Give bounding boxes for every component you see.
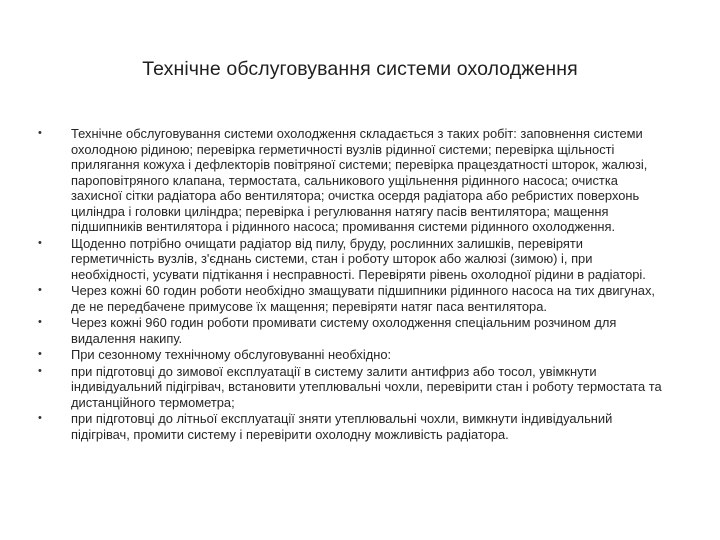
list-item-text: При сезонному технічному обслуговуванні необхідно: [71, 347, 392, 362]
list-item [38, 236, 668, 283]
list-item [38, 126, 668, 235]
list-item [38, 364, 668, 411]
slide-title: Технічне обслуговування системи охолодження [142, 58, 578, 80]
bullet-icon: • [38, 412, 42, 424]
list-item-text: Щоденно потрібно очищати радіатор від пилу, бруду, рослинних залишків, перевіряти герметичність вузлів, з'єднань системи, стан і роботу шторок або жалюзі (зимою) і, при необхідності, усувати підтікання і несправності. Перевіряти рівень охолодної рідини в радіаторі. [71, 235, 646, 282]
list-item-text: при підготовці до зимової експлуатації в систему залити антифриз або тосол, увімкнути індивідуальний підігрівач, встановити утеплювальні чохли, перевірити стан і роботу термостата та дистанційного термометра; [71, 363, 662, 410]
bullet-icon: • [38, 348, 42, 360]
bullet-icon: • [38, 284, 42, 296]
bullet-list [38, 126, 668, 442]
bullet-icon: • [38, 364, 42, 377]
list-item [38, 411, 668, 442]
list-item [38, 315, 668, 346]
list-item-text: Через кожні 960 годин роботи промивати систему охолодження спеціальним розчином для видалення накипу. [71, 315, 617, 346]
list-item [38, 283, 668, 314]
list-item-text: Через кожні 60 годин роботи необхідно змащувати підшипники рідинного насоса на тих двигунах, де не передбачене примусове їх мащення; перевіряти натяг паса вентилятора. [71, 283, 656, 314]
list-item-text: Технічне обслуговування системи охолодження складається з таких робіт: заповнення системи охолодною рідиною; перевірка герметичності вузлів рідинної системи; перевірка щільності прилягання кожуха і дефлекторів повітряної системи; перевірка працездатності шторок, жалюзі, пароповітряного клапана, термостата, сальникового ущільнення рідинного насоса; очистка захисної сітки радіатора або вентилятора; очистка осердя радіатора або ребристих поверхонь циліндра і головки циліндра; перевірка і регулювання натягу пасів вентилятора; мащення підшипників вентилятора і рідинного насоса; промивання системи рідинного охолодження. [71, 126, 648, 234]
bullet-icon: • [38, 316, 42, 328]
bullet-icon: • [38, 127, 42, 139]
bullet-icon: • [38, 236, 42, 249]
list-item [38, 347, 668, 363]
list-item-text: при підготовці до літньої експлуатації зняти утеплювальні чохли, вимкнути індивідуальний підігрівач, промити систему і перевірити охолодну можливість радіатора. [71, 411, 613, 442]
